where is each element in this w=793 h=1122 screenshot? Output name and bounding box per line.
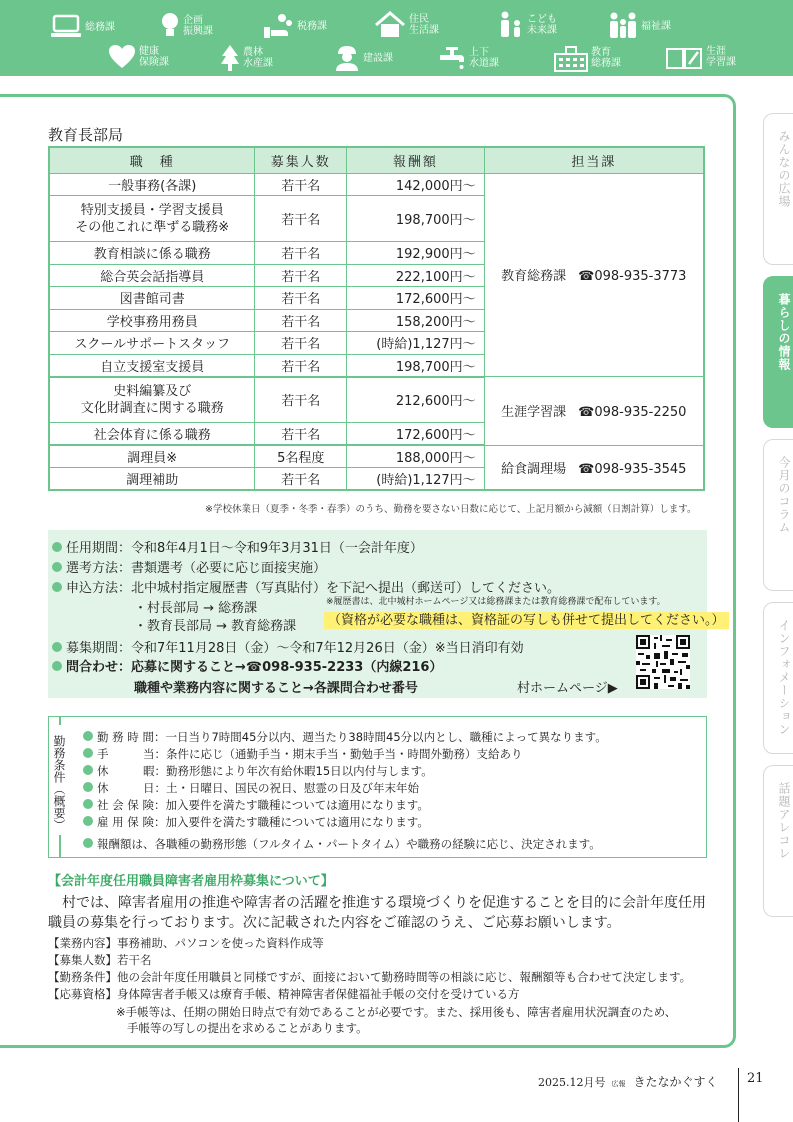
job-name: 総合英会話指導員 (49, 264, 255, 287)
dept-kyoiku-somu-cell (484, 173, 704, 377)
tab-wadai-arekore[interactable] (763, 765, 793, 917)
dept-label: 住民 生活課 (409, 14, 439, 36)
job-count: 若干名 (255, 377, 347, 423)
job-name: 図書館司書 (49, 287, 255, 310)
job-count: 若干名 (255, 332, 347, 355)
job-name: 特別支援員・学習支援員 その他これに準ずる職務※ (49, 196, 255, 242)
lightbulb-icon (160, 12, 180, 40)
disability-row: 【応募資格】身体障害者手帳又は療育手帳、精神障害者保健福祉手帳の交付を受けている方 (48, 987, 520, 1001)
dept-kikaku[interactable] (160, 12, 213, 40)
job-name: 調理補助 (49, 468, 255, 491)
dept-name: 教育総務課 (501, 269, 567, 285)
job-pay: 192,900円〜 (347, 242, 485, 265)
dept-kyoiku-somu[interactable] (554, 44, 621, 72)
job-pay: 198,700円〜 (347, 354, 485, 377)
job-count: 5名程度 (255, 445, 347, 468)
job-pay: (時給)1,127円〜 (347, 468, 485, 491)
condition-text: 社 会 保 険：加入要件を満たす職種については適用になります。 (97, 798, 429, 812)
dept-shogai[interactable] (665, 44, 736, 70)
recruit-period (52, 537, 423, 556)
apply-note: ※履歴書は、北中城村ホームページ又は総務課または教育総務課で配布しています。 (326, 597, 666, 607)
disability-row: 【募集人数】若干名 (48, 953, 152, 967)
homepage-link[interactable]: 村ホームページ▶ (517, 681, 618, 696)
disability-title: 【会計年度任用職員障害者雇用枠募集について】 (48, 874, 334, 889)
condition-text: 休 暇：勤務形態により年次有給休暇15日以内付与します。 (97, 764, 433, 778)
dept-norin[interactable] (220, 44, 273, 72)
divider (59, 717, 61, 725)
magazine-name: きたなかぐすく (633, 1075, 718, 1089)
coins-hand-icon (262, 12, 294, 40)
bullet-icon (83, 838, 93, 848)
dept-label: こども 未来課 (527, 14, 557, 36)
job-pay: (時給)1,127円〜 (347, 332, 485, 355)
apply-highlight-text: （資格が必要な職種は、資格証の写しも併せて提出してください。） (324, 612, 729, 629)
job-name: 調理員※ (49, 445, 255, 468)
job-count: 若干名 (255, 264, 347, 287)
dept-suido[interactable] (438, 44, 499, 72)
condition-item (83, 814, 429, 830)
table-note: ※学校休業日（夏季・冬季・春季）のうち、勤務を要さない日数に応じて、上記月額から減額（日割計算）します。 (205, 504, 697, 515)
recruit-term-text: 募集期間：令和7年11月28日（金）〜令和7年12月26日（金）※当日消印有効 (66, 641, 524, 656)
apply-highlight (324, 609, 729, 628)
job-name: 教育相談に係る職務 (49, 242, 255, 265)
table-row (49, 173, 704, 196)
condition-text: 報酬額は、各職種の勤務形態（フルタイム・パートタイム）や職務の経験に応じ、決定されます。 (97, 837, 601, 851)
dept-label: 上下 水道課 (469, 47, 499, 69)
dept-name: 生涯学習課 (501, 405, 567, 421)
dept-name: 給食調理場 (501, 461, 567, 477)
condition-item (83, 746, 523, 762)
kouhou-label: 広報 (611, 1080, 626, 1088)
dept-label: 総務課 (85, 21, 115, 33)
job-pay: 188,000円〜 (347, 445, 485, 468)
job-name: 学校事務用務員 (49, 309, 255, 332)
worker-icon (334, 44, 360, 72)
dept-jumin[interactable] (374, 11, 439, 39)
book-icon (665, 44, 703, 70)
job-name: 史料編纂及び 文化財調査に関する職務 (49, 377, 255, 423)
condition-text: 手 当：条件に応じ（通勤手当・期末手当・勤勉手当・時間外勤務）支給あり (97, 747, 523, 761)
job-pay: 142,000円〜 (347, 173, 485, 196)
condition-item (83, 836, 601, 852)
dept-fukushi[interactable] (608, 12, 671, 40)
dept-label: 生涯 学習課 (706, 46, 736, 68)
dept-label: 福祉課 (641, 20, 671, 32)
dept-phone[interactable]: ☎098-935-2250 (578, 405, 687, 421)
job-pay: 222,100円〜 (347, 264, 485, 287)
condition-text: 雇 用 保 険：加入要件を満たす職種については適用になります。 (97, 815, 429, 829)
condition-item (83, 729, 607, 745)
parent-child-icon (498, 11, 524, 39)
condition-text: 休 日：土・日曜日、国民の祝日、慰霊の日及び年末年始 (97, 781, 419, 795)
tab-kongetsu-no-column[interactable] (763, 439, 793, 591)
dept-label: 税務課 (297, 20, 327, 32)
divider (59, 835, 61, 857)
dept-soumu[interactable] (50, 14, 115, 40)
footer (538, 1073, 718, 1090)
contact-job: 職種や業務内容に関すること→各課問合わせ番号 (134, 681, 418, 696)
recruit-contact (52, 656, 442, 675)
divider (738, 1068, 739, 1122)
table-row (49, 445, 704, 468)
tab-kurashi-no-joho[interactable] (763, 276, 793, 428)
disability-row: 【勤務条件】他の会計年度任用職員と同様ですが、面接において勤務時間等の相談に応じ、報酬額等も合わせて決定します。 (48, 970, 692, 984)
department-header (0, 0, 793, 76)
computer-icon (50, 14, 82, 40)
bullet-icon (83, 782, 93, 792)
table-row (49, 377, 704, 423)
bullet-icon (52, 642, 62, 652)
job-pay: 212,600円〜 (347, 377, 485, 423)
header-dept: 担当課 (484, 147, 704, 173)
bullet-icon (52, 661, 62, 671)
contact-label: 問合わせ： (66, 660, 132, 675)
heart-icon (108, 44, 136, 70)
disability-note: 手帳等の写しの提出を求めることがあります。 (127, 1021, 368, 1035)
disability-note: ※手帳等は、任期の開始日時点で有効であることが必要です。また、採用後も、障害者雇用状況調査のため、 (116, 1005, 677, 1019)
condition-item (83, 797, 429, 813)
job-count: 若干名 (255, 287, 347, 310)
bullet-icon (83, 765, 93, 775)
job-name: 一般事務(各課) (49, 173, 255, 196)
condition-item (83, 763, 433, 779)
jobs-table (48, 146, 705, 491)
job-count: 若干名 (255, 309, 347, 332)
dept-label: 農林 水産課 (243, 47, 273, 69)
job-pay: 158,200円〜 (347, 309, 485, 332)
school-icon (554, 44, 588, 72)
dept-label: 教育 総務課 (591, 47, 621, 69)
dept-phone[interactable]: ☎098-935-3773 (578, 269, 687, 285)
contact-apply[interactable]: 応募に関すること→☎098-935-2233（内線216） (131, 660, 443, 675)
header-pay: 報酬額 (347, 147, 485, 173)
recruit-term (52, 637, 524, 656)
header-count: 募集人数 (255, 147, 347, 173)
dept-zeimu[interactable] (262, 12, 327, 40)
job-name: 自立支援室支援員 (49, 354, 255, 377)
job-count: 若干名 (255, 242, 347, 265)
bullet-icon (52, 582, 62, 592)
dept-label: 健康 保険課 (139, 46, 169, 68)
job-count: 若干名 (255, 468, 347, 491)
disability-row: 【業務内容】事務補助、パソコンを使った資料作成等 (48, 936, 324, 950)
qr-code[interactable] (636, 635, 690, 689)
bullet-icon (83, 731, 93, 741)
work-conditions-box (48, 716, 707, 858)
bullet-icon (83, 816, 93, 826)
page-number: 21 (747, 1071, 764, 1086)
disability-paragraph: 村では、障害者雇用の推進や障害者の活躍を推進する環境づくりを促進することを目的に会計年度任用職員の募集を行っております。次に記載された内容をご確認のうえ、ご応募お願いします。 (48, 895, 706, 931)
header-job: 職 種 (49, 147, 255, 173)
dept-label: 企画 振興課 (183, 15, 213, 37)
tree-icon (220, 44, 240, 72)
dept-phone[interactable]: ☎098-935-3545 (578, 461, 687, 477)
tab-minna-no-hiroba[interactable] (763, 113, 793, 265)
house-icon (374, 11, 406, 39)
faucet-icon (438, 44, 466, 72)
tab-label: 今月のコラム (777, 456, 791, 534)
job-count: 若干名 (255, 423, 347, 446)
dept-label: 建設課 (363, 52, 393, 64)
dept-kyushoku-cell (484, 445, 704, 490)
issue-date: 2025.12月号 (538, 1076, 606, 1089)
job-pay: 172,600円〜 (347, 423, 485, 446)
bullet-icon (83, 748, 93, 758)
tab-label: 話題アレコレ (777, 782, 791, 860)
job-pay: 198,700円〜 (347, 196, 485, 242)
qr-code-icon (636, 635, 690, 689)
job-count: 若干名 (255, 354, 347, 377)
condition-item (83, 780, 419, 796)
apply-dest-2: ・教育長部局 → 教育総務課 (134, 619, 297, 634)
conditions-label: 勤務条件（概要） (52, 735, 66, 831)
bullet-icon (83, 799, 93, 809)
recruit-method (52, 557, 326, 576)
table-header-row (49, 147, 704, 173)
tab-label: 暮らしの情報 (777, 293, 791, 371)
bullet-icon (52, 542, 62, 552)
condition-text: 勤 務 時 間：一日当り7時間45分以内、週当たり38時間45分以内とし、職種によって異なります。 (97, 730, 607, 744)
apply-dest-1: ・村長部局 → 総務課 (134, 601, 258, 616)
tab-information[interactable] (763, 602, 793, 754)
job-count: 若干名 (255, 196, 347, 242)
job-pay: 172,600円〜 (347, 287, 485, 310)
bullet-icon (52, 562, 62, 572)
job-count: 若干名 (255, 173, 347, 196)
recruit-period-text: 任用期間：令和8年4月1日〜令和9年3月31日（一会計年度） (66, 541, 423, 556)
dept-kodomo[interactable] (498, 11, 557, 39)
job-name: スクールサポートスタッフ (49, 332, 255, 355)
dept-kensetsu[interactable] (334, 44, 393, 72)
dept-shogai-cell (484, 377, 704, 446)
recruit-apply-text: 申込方法：北中城村指定履歴書（写真貼付）を下記へ提出（郵送可）してください。 (66, 581, 561, 596)
family-icon (608, 12, 638, 40)
dept-kenko[interactable] (108, 44, 169, 70)
recruit-method-text: 選考方法：書類選考（必要に応じ面接実施） (66, 561, 327, 576)
section-title: 教育長部局 (48, 126, 124, 144)
job-name: 社会体育に係る職務 (49, 423, 255, 446)
tab-label: みんなの広場 (777, 130, 791, 208)
tab-label: インフォメーション (777, 619, 791, 736)
